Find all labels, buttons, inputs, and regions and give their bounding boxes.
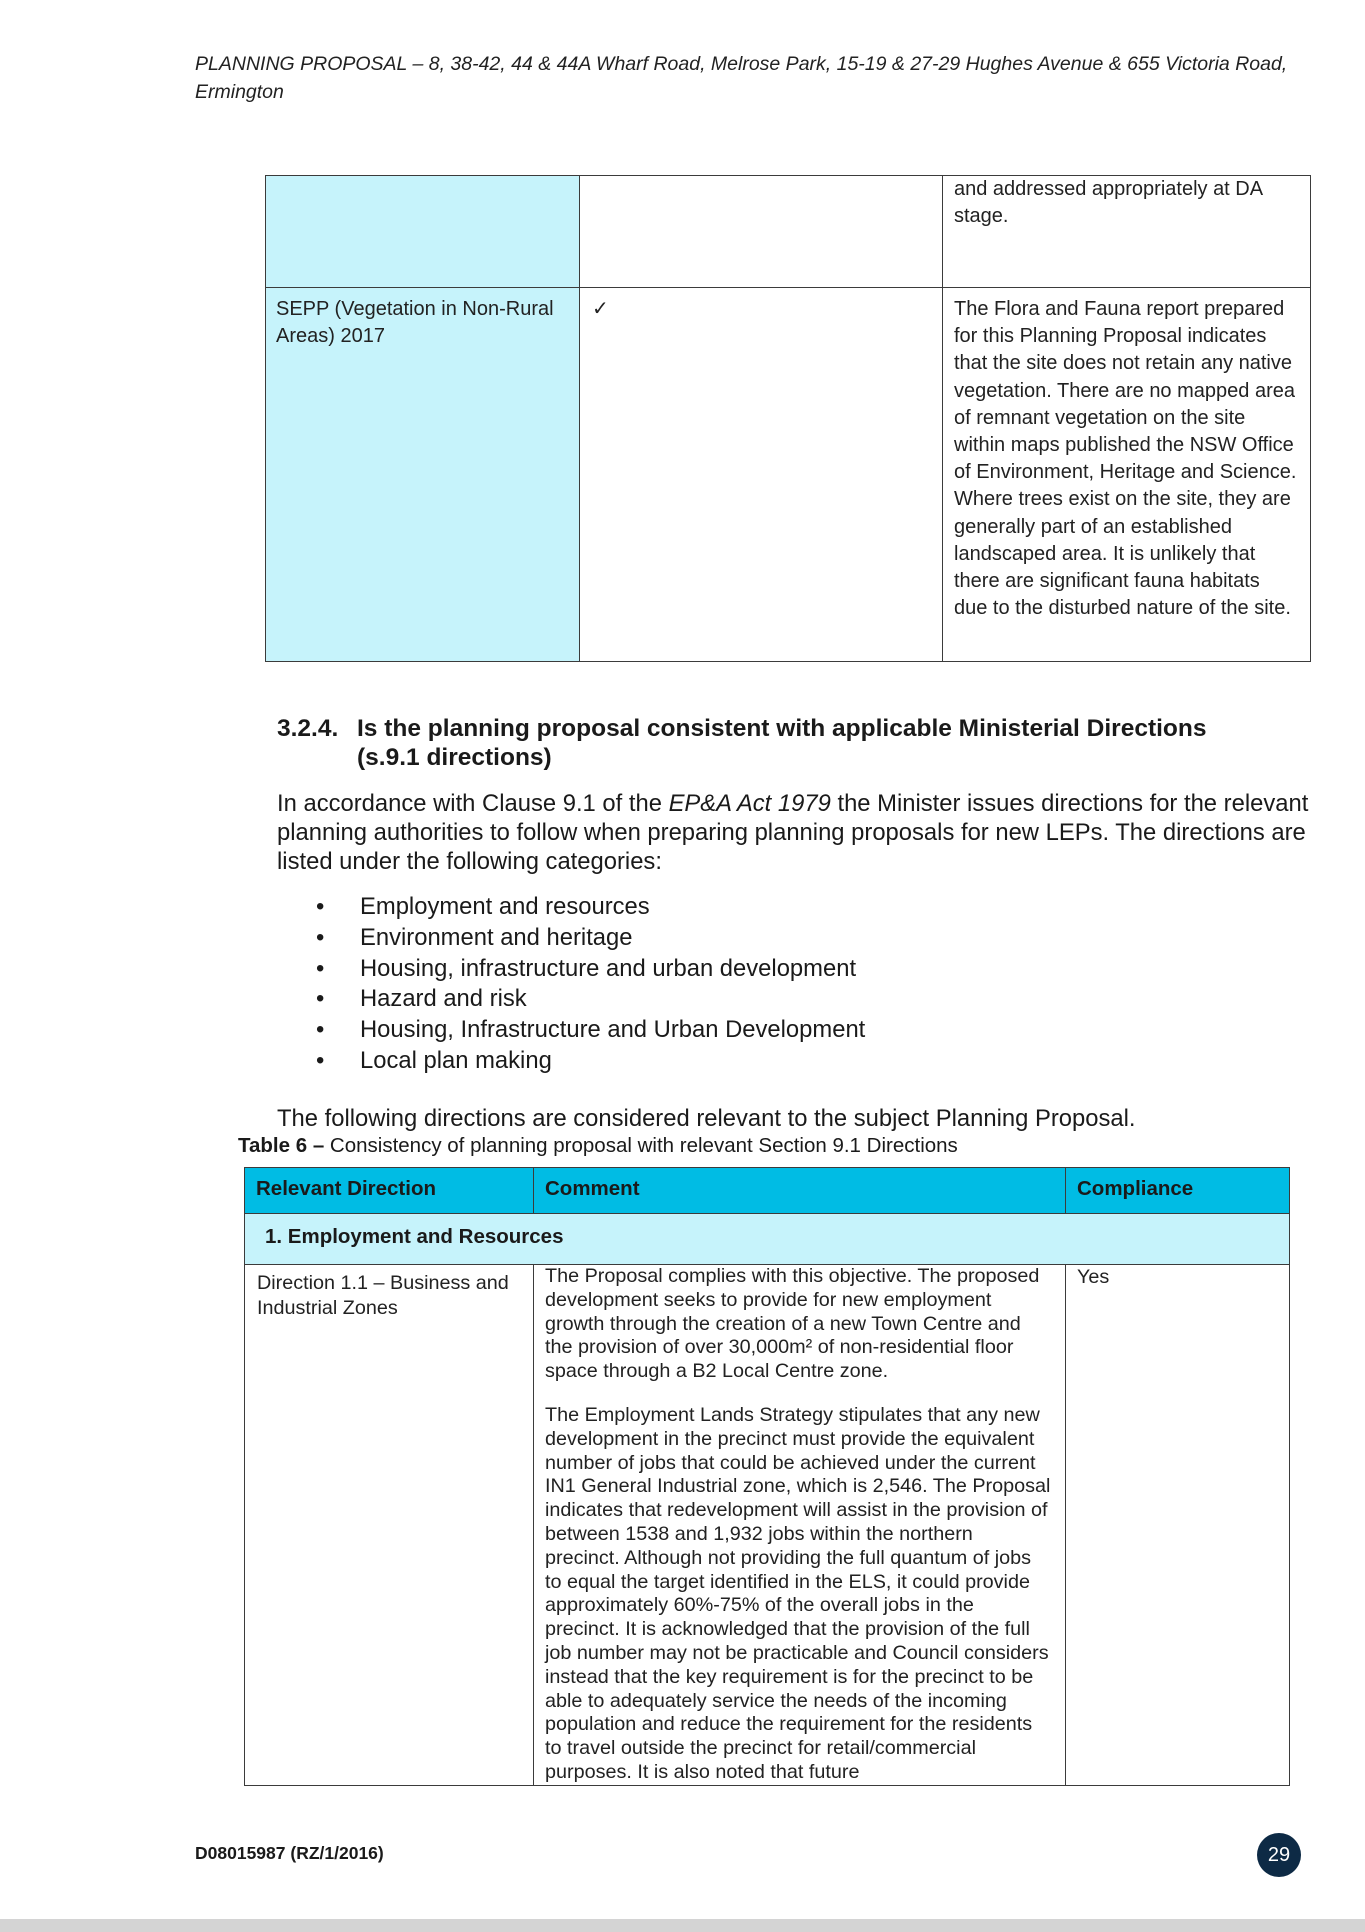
intro-text-a: In accordance with Clause 9.1 of the	[277, 790, 669, 817]
table-caption	[238, 1133, 958, 1159]
list-item	[310, 984, 865, 1015]
followup-paragraph: The following directions are considered relevant to the subject Planning Proposal.	[277, 1105, 1136, 1132]
directions-table	[244, 1167, 1290, 1786]
list-item	[310, 1015, 865, 1046]
category-label: Local plan making	[360, 1046, 552, 1074]
column-header-comment: Comment	[534, 1168, 1066, 1214]
section-title-line-1: Is the planning proposal consistent with applicable Ministerial Directions	[357, 715, 1207, 742]
sepp-cell-tick	[580, 176, 943, 288]
bullet-icon: •	[316, 1016, 325, 1044]
category-label: Environment and heritage	[360, 923, 633, 951]
sepp-consistency-table	[265, 175, 1311, 662]
header-line-1: PLANNING PROPOSAL – 8, 38-42, 44 & 44A Wharf Road, Melrose Park, 15-19 & 27-29 Hughes Avenue & 655 Victoria Road,	[195, 53, 1288, 75]
header-line-2: Ermington	[195, 81, 284, 103]
intro-text-b: the Minister issues directions for the relevant planning authorities to follow when preparing planning proposals for new LEPs. The directions are listed under the following categories:	[277, 790, 1309, 875]
bullet-icon: •	[316, 1046, 325, 1074]
table-row	[245, 1265, 1290, 1786]
section-heading	[277, 714, 1277, 772]
section-row-title: 1. Employment and Resources	[245, 1214, 1290, 1265]
sepp-policy-name: SEPP (Vegetation in Non-Rural Areas) 2017	[266, 288, 580, 662]
check-mark-icon: ✓	[580, 288, 943, 662]
comment-paragraph-2: The Employment Lands Strategy stipulates that any new development in the precinct must provide the equivalent number of jobs that could be achieved under the current IN1 General Industrial zone, which is 2,546. The Proposal indicates that redevelopment will assist in the provision of between 1538 and 1,932 jobs within the northern precinct. Although not providing the full quantum of jobs to equal the target identified in the ELS, it could provide approximately 60%-75% of the overall jobs in the precinct. It is acknowledged that the provision of the full job number may not be practicable and Council considers instead that the key requirement is for the precinct to be able to adequately service the needs of the incoming population and reduce the requirement for the residents to travel outside the precinct for retail/commercial purposes. It is also noted that future	[545, 1403, 1051, 1783]
compliance-value: Yes	[1066, 1265, 1290, 1786]
direction-categories-list	[310, 892, 865, 1077]
category-label: Employment and resources	[360, 893, 650, 920]
comment-paragraph-1: The Proposal complies with this objective. The proposed development seeks to provide for new employment growth through the creation of a new Town Centre and the provision of over 30,000m² of non-residential floor space through a B2 Local Centre zone.	[545, 1265, 1040, 1383]
bullet-icon: •	[316, 923, 325, 951]
list-item	[310, 1046, 865, 1077]
list-item	[310, 892, 865, 923]
category-label: Housing, Infrastructure and Urban Development	[360, 1016, 866, 1044]
table-header-row	[245, 1168, 1290, 1214]
list-item	[310, 954, 865, 985]
document-reference: D08015987 (RZ/1/2016)	[195, 1843, 384, 1863]
act-name: EP&A Act 1979	[668, 790, 831, 817]
table-caption-text: Consistency of planning proposal with relevant Section 9.1 Directions	[329, 1134, 958, 1157]
table-row	[266, 176, 1311, 288]
section-title-line-2: (s.9.1 directions)	[357, 744, 552, 771]
bullet-icon: •	[316, 893, 325, 920]
viewer-bottom-bar	[0, 1919, 1365, 1932]
sepp-cell-policy	[266, 176, 580, 288]
category-label: Hazard and risk	[360, 985, 527, 1013]
bullet-icon: •	[316, 985, 325, 1013]
page-header	[195, 50, 1295, 106]
category-label: Housing, infrastructure and urban development	[360, 954, 857, 982]
list-item	[310, 923, 865, 954]
page-number-badge: 29	[1257, 1833, 1301, 1877]
sepp-comment: The Flora and Fauna report prepared for this Planning Proposal indicates that the site does not retain any native vegetation. There are no mapped area of remnant vegetation on the site within maps published the NSW Office of Environment, Heritage and Science. Where trees exist on the site, they are generally part of an established landscaped area. It is unlikely that there are significant fauna habitats due to the disturbed nature of the site.	[943, 288, 1311, 662]
column-header-direction: Relevant Direction	[245, 1168, 534, 1214]
direction-comment	[534, 1265, 1066, 1786]
bullet-icon: •	[316, 954, 325, 982]
table-section-row	[245, 1214, 1290, 1265]
column-header-compliance: Compliance	[1066, 1168, 1290, 1214]
sepp-cell-comment: and addressed appropriately at DA stage.	[943, 176, 1311, 288]
table-row	[266, 288, 1311, 662]
table-caption-label: Table 6 –	[238, 1134, 330, 1157]
section-number: 3.2.4.	[277, 715, 339, 742]
intro-paragraph	[277, 789, 1317, 876]
direction-name: Direction 1.1 – Business and Industrial Zones	[245, 1265, 534, 1786]
